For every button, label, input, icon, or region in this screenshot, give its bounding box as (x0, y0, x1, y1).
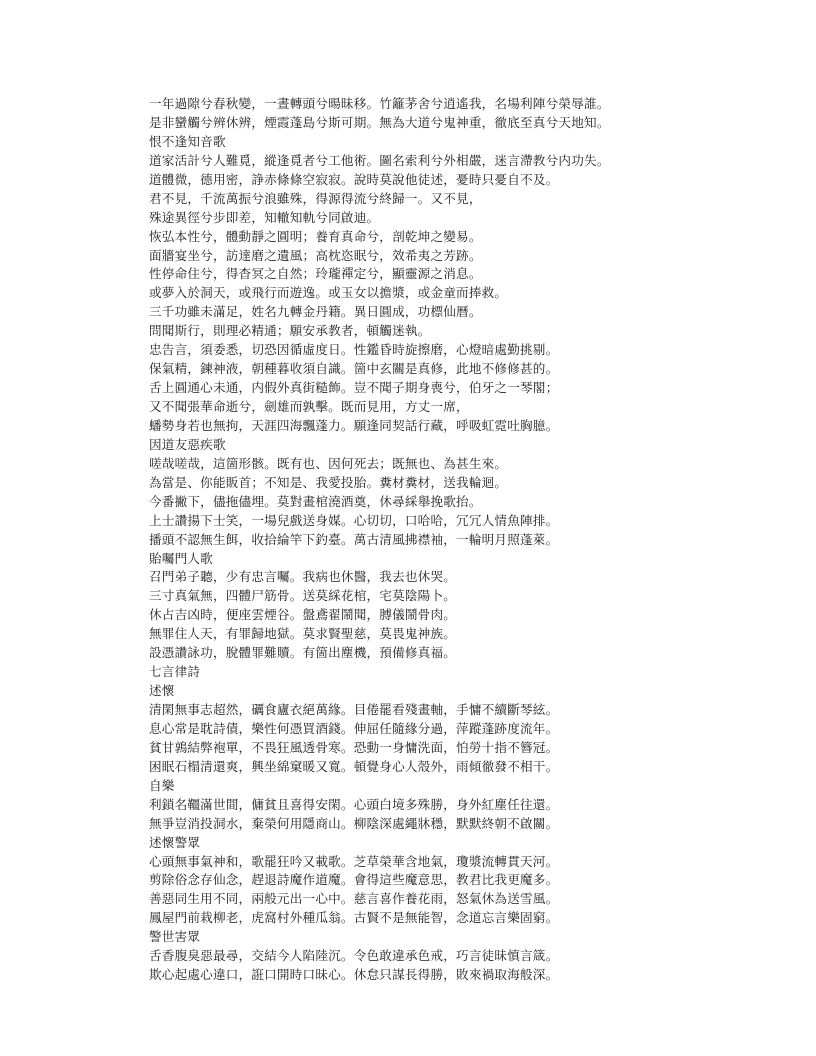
text-line: 自樂 (149, 777, 175, 793)
text-line: 警世害眾 (149, 929, 201, 945)
text-line: 問聞斯行，則理必精通；願安承教者，頓觸迷執。 (149, 323, 431, 339)
text-line: 舌上圓通心未通，内假外真街糙飾。豈不聞子期身喪兮，伯牙之一琴閣； (149, 380, 559, 396)
text-line: 利鎖名韁滿世間，傭貧且喜得安閑。心頭白境多殊勝，身外紅塵任往還。 (149, 796, 559, 812)
text-line: 為當是、你能販首；不知是、我愛投胎。糞材糞材，送我輪迴。 (149, 474, 508, 490)
text-line: 休占吉凶時，便座雲煙谷。盤鳶翟鬧聞，膊儀鬧骨肉。 (149, 607, 457, 623)
text-line: 性停命住兮，得杳冥之自然；玲瓏禪定兮，顯靈源之消息。 (149, 266, 482, 282)
text-line: 七言律詩 (149, 664, 201, 680)
text-line: 三千功雖未滿足，姓名九轉金丹籍。異日圓成，功標仙曆。 (149, 304, 482, 320)
document-text (149, 95, 789, 985)
text-line: 無罪住人天，有罪歸地獄。莫求賢聖慈，莫畏鬼神族。 (149, 626, 457, 642)
text-line: 善惡同生用不同，兩般元出一心中。慈言喜作養花雨，怒氣休為送雪風。 (149, 891, 559, 907)
text-line: 蟠勢身若也無拘，天涯四海飄蓬力。願逢同契話行藏，呼吸虹霓吐胸臆。 (149, 417, 559, 433)
text-line: 今番撇下，儘拖儘埋。莫對畫棺澆酒奠，休尋綵舉挽歌抬。 (149, 493, 482, 509)
text-line: 恢弘本性兮，體動靜之圓明；養育真命兮，剖乾坤之變易。 (149, 228, 482, 244)
text-line: 忠告言，須委悉，切恐因循虛度日。性鑑昏時旋擦磨，心燈暗處勤挑剔。 (149, 342, 559, 358)
text-line: 述懷警眾 (149, 834, 201, 850)
text-line: 心頭無事氣神和，歌罷狂吟又載歌。芝草榮華含地氣，瓊漿流轉貫天河。 (149, 853, 559, 869)
text-line: 嗟哉嗟哉，這箇形骸。既有也、因何死去；既無也、為甚生來。 (149, 455, 508, 471)
text-line: 鳳屋門前栽柳老，虎窩村外種瓜翁。古賢不是無能智，念道忘言樂固窮。 (149, 910, 559, 926)
text-line: 三寸真氣無，四體尸筋骨。送莫綵花棺，宅莫陰陽卜。 (149, 588, 457, 604)
text-line: 貽囑門人歌 (149, 550, 213, 566)
text-line: 清閑無事志超然，礪食廬衣絕萬緣。目倦罷看殘畫軸，手慵不續斷琴絃。 (149, 702, 559, 717)
text-line: 又不聞張華命逝兮，劍雄而孰擊。既而見用，方丈一席， (149, 399, 469, 414)
text-line: 欺心起處心違口，誑口開時口昧心。休怠只謀長得勝，敗來禍取海般深。 (149, 967, 559, 983)
text-line: 是非蠻觸兮辨休辨，煙霞蓬島兮斯可期。無為大道兮鬼神重，徹底至真兮天地知。 (149, 114, 610, 130)
text-line: 無爭豈消投洞水，棄榮何用隱商山。柳陰深處繩牀穩，默默終朝不啟關。 (149, 815, 559, 831)
text-line: 道體微，德用密，諍赤條條空寂寂。說時莫說他徒述，憂時只憂自不及。 (149, 171, 559, 187)
text-line: 述懷 (149, 683, 175, 699)
text-line: 因道友惡疾歌 (149, 436, 226, 452)
text-line: 上士讚揚下士笑，一場兒戲送身媒。心切切，口哈哈，冗冗人情魚陣排。 (149, 512, 559, 528)
text-line: 一年過隙兮春秋變，一晝轉頭兮暘昧移。竹籬茅舍兮逍遙我，名場利陣兮榮辱誰。 (149, 96, 610, 111)
text-line: 舌香腹臭惡最尋，交結今人陷陸沉。令色敢違承色戒，巧言徒昧慎言箴。 (149, 948, 559, 964)
text-line: 保氣精，鍊神液，朝種暮收須自識。箇中玄關是真修，此地不修修甚的。 (149, 361, 559, 377)
text-line: 剪除俗念存仙念，趕退詩魔作道魔。會得這些魔意思，教君比我更魔多。 (149, 872, 559, 888)
text-line: 君不見，千流萬振兮浪雖殊，得源得流兮終歸一。又不見， (149, 190, 482, 206)
text-line: 召門弟子聽，少有忠言囑。我病也休醫，我去也休哭。 (149, 569, 457, 585)
text-line: 恨不逢知音歌 (149, 133, 226, 149)
text-line: 殊途異徑兮步即差，知轍知軌兮同啟迪。 (149, 209, 380, 225)
text-line: 困眠石榻清還爽，興坐綿窠暖又寬。頓覺身心人殼外，雨傾徹發不相干。 (149, 758, 559, 774)
text-line: 道家活計兮人難覓，縱逢覓者兮工他術。圖名索利兮外相嚴，迷言滯教兮内功失。 (149, 152, 610, 168)
text-line: 或夢入於洞天，或飛行而遊逸。或玉女以擔漿，或金童而捧救。 (149, 285, 508, 301)
text-line: 面牆宴坐兮，訪達磨之遺風；高枕恣眠兮，效希夷之芳跡。 (149, 247, 482, 263)
text-line: 播頭不認無生餌，收拾綸竿下釣臺。萬古清風拂襟袖，一輪明月照蓬萊。 (149, 531, 559, 547)
text-line: 貧甘鶉結弊袍單，不畏狂風透骨寒。恐動一身慵洗面，怕勞十指不簪冠。 (149, 739, 559, 755)
text-line: 息心常是耽詩債，樂性何憑買酒錢。伸屈任隨緣分過，萍蹤蓬跡度流年。 (149, 720, 559, 736)
text-line: 設憑讚詠功，脫體罪難贖。有箇出塵機，預備修真福。 (149, 645, 457, 661)
